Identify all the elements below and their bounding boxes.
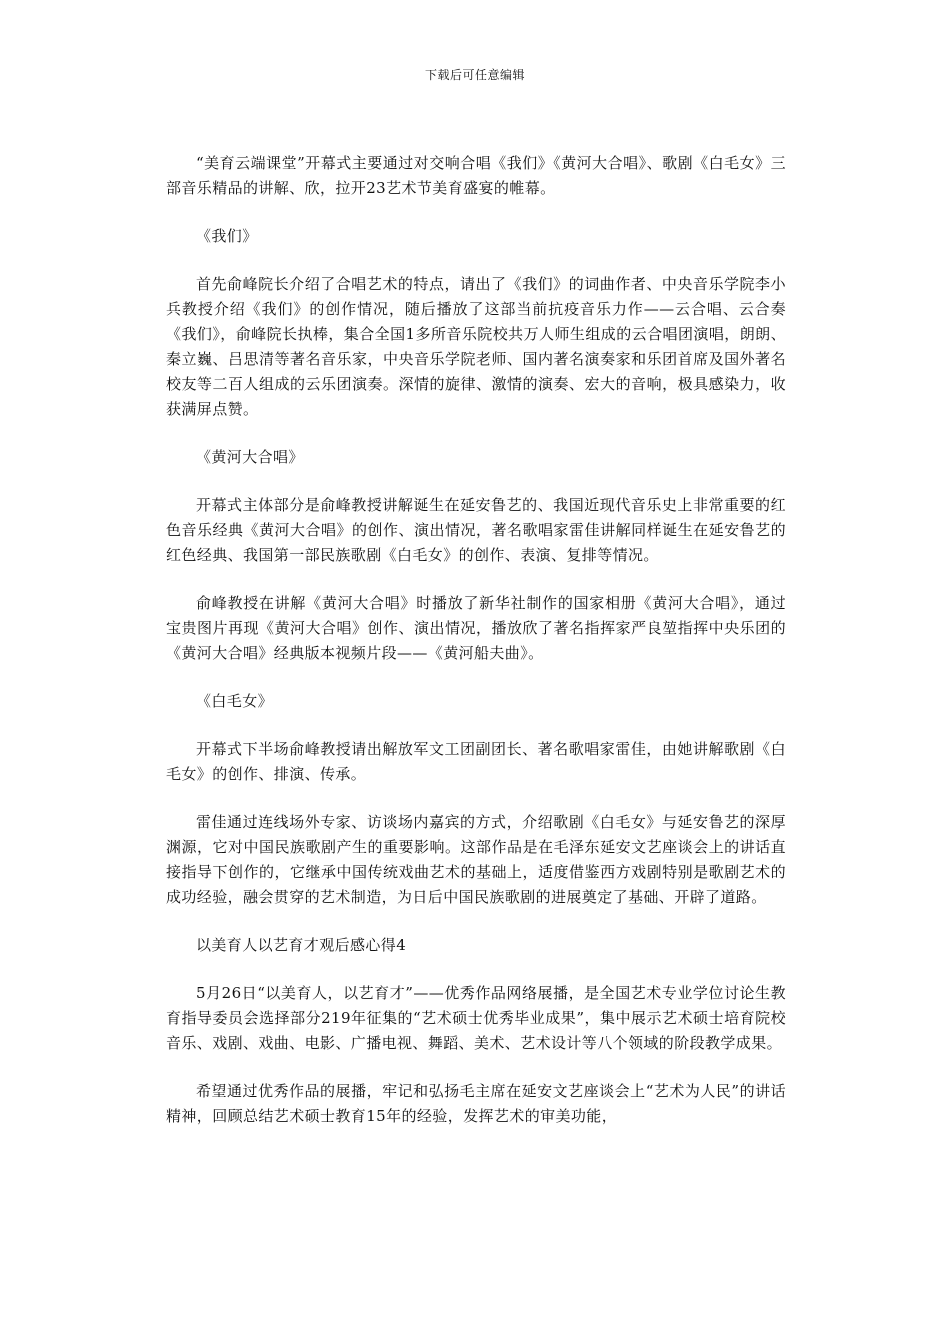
yellow-river-paragraph-2: 俞峰教授在讲解《黄河大合唱》时播放了新华社制作的国家相册《黄河大合唱》，通过宝贵图片再现《黄河大合唱》创作、演出情况，播放欣了著名指挥家严良堃指挥中央乐团的《黄河大合唱》经典版本视频片段——《黄河船夫曲》。 xyxy=(166,594,786,662)
section-heading-white-haired-girl: 《白毛女》 xyxy=(196,692,274,710)
intro-paragraph: “美育云端课堂”开幕式主要通过对交响合唱《我们》《黄河大合唱》、歌剧《白毛女》三部音乐精品的讲解、欣，拉开23艺术节美育盛宴的帷幕。 xyxy=(166,154,786,197)
showcase-paragraph: 5月26日“以美育人，以艺育才”——优秀作品网络展播，是全国艺术专业学位讨论生教育指导委员会选择部分219年征集的“艺术硕士优秀毕业成果”，集中展示艺术硕士培育院校音乐、戏剧、戏曲、电影、广播电视、舞蹈、美术、艺术设计等八个领域的阶段教学成果。 xyxy=(166,984,786,1052)
white-haired-girl-paragraph-2: 雷佳通过连线场外专家、访谈场内嘉宾的方式，介绍歌剧《白毛女》与延安鲁艺的深厚渊源，它对中国民族歌剧产生的重要影响。这部作品是在毛泽东延安文艺座谈会上的讲话直接指导下创作的，它继承中国传统戏曲艺术的基础上，适度借鉴西方戏剧特别是歌剧艺术的成功经验，融会贯穿的艺术制造，为日后中国民族歌剧的进展奠定了基础、开辟了道路。 xyxy=(166,813,786,906)
page-header: 下载后可任意编辑 xyxy=(424,68,525,82)
section-heading-yellow-river: 《黄河大合唱》 xyxy=(196,448,304,466)
white-haired-girl-paragraph-1: 开幕式下半场俞峰教授请出解放军文工团副团长、著名歌唱家雷佳，由她讲解歌剧《白毛女》的创作、排演、传承。 xyxy=(166,740,786,783)
women-paragraph: 首先俞峰院长介绍了合唱艺术的特点，请出了《我们》的词曲作者、中央音乐学院李小兵教授介绍《我们》的创作情况，随后播放了这部当前抗疫音乐力作——云合唱、云合奏《我们》，俞峰院长执棒，集合全国1多所音乐院校共万人师生组成的云合唱团演唱，朗朗、秦立巍、吕思清等著名音乐家，中央音乐学院老师、国内著名演奏家和乐团首席及国外著名校友等二百人组成的云乐团演奏。深情的旋律、激情的演奏、宏大的音响，极具感染力，收获满屏点赞。 xyxy=(166,275,786,418)
document-body xyxy=(166,151,786,1152)
section-heading-women: 《我们》 xyxy=(196,227,258,245)
yellow-river-paragraph-1: 开幕式主体部分是俞峰教授讲解诞生在延安鲁艺的、我国近现代音乐史上非常重要的红色音乐经典《黄河大合唱》的创作、演出情况，著名歌唱家雷佳讲解同样诞生在延安鲁艺的红色经典、我国第一部民族歌剧《白毛女》的创作、表演、复排等情况。 xyxy=(166,496,786,564)
closing-paragraph: 希望通过优秀作品的展播，牢记和弘扬毛主席在延安文艺座谈会上“艺术为人民”的讲话精神，回顾总结艺术硕士教育15年的经验，发挥艺术的审美功能， xyxy=(166,1082,786,1125)
essay-title-4: 以美育人以艺育才观后感心得4 xyxy=(196,936,407,954)
